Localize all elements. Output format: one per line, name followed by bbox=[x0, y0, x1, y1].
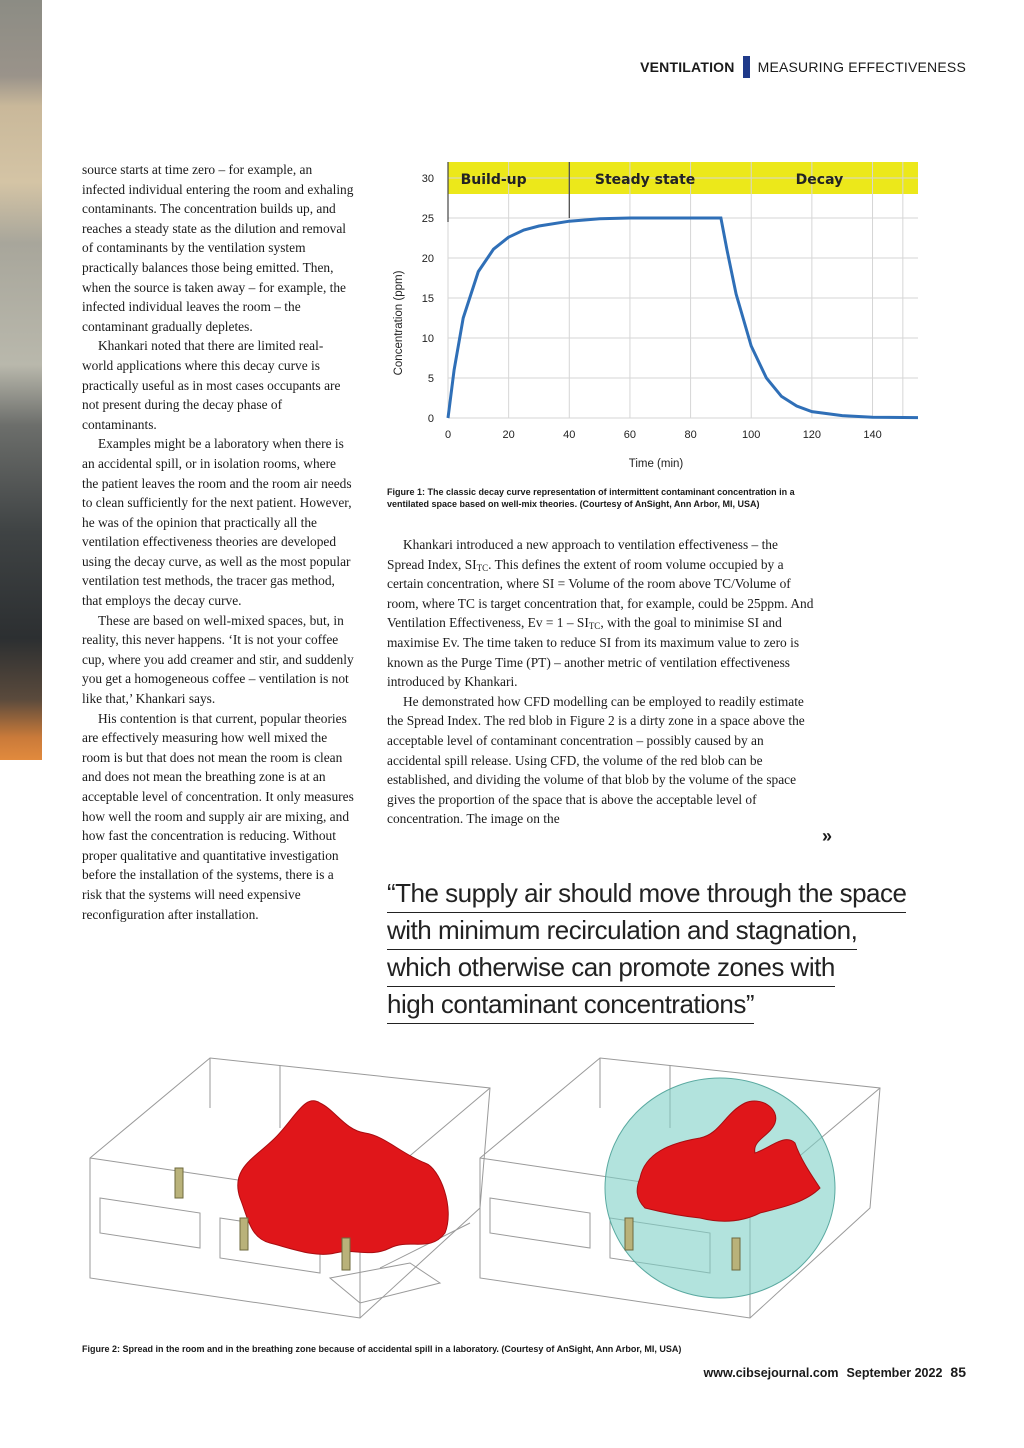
phase-label: Decay bbox=[795, 172, 844, 188]
text-run: Khankari introduced a new approach to ventilation effectiveness – the Spread Index, SI bbox=[387, 537, 778, 572]
y-tick-label: 15 bbox=[421, 293, 434, 305]
page-number: 85 bbox=[950, 1364, 966, 1380]
x-tick-label: 40 bbox=[563, 429, 576, 441]
y-tick-label: 10 bbox=[421, 333, 434, 345]
x-tick-label: 20 bbox=[502, 429, 515, 441]
paragraph: source starts at time zero – for example, an infected individual entering the room and exhaling contaminants. The concentration builds up, and reaches a steady state as the dilution and removal of contaminants by the ventilation system practically balances those being emitted. Then, when the source is taken away – for example, the infected individual leaves the room – the contaminant gradually depletes. bbox=[82, 162, 354, 334]
pull-quote-line: which otherwise can promote zones with bbox=[387, 950, 835, 987]
page-footer bbox=[704, 1364, 966, 1380]
x-tick-label: 140 bbox=[863, 429, 882, 441]
figure-2-caption: Figure 2: Spread in the room and in the breathing zone because of accidental spill in a laboratory. (Courtesy of AnSight, Ann Arbor, MI, USA) bbox=[82, 1344, 682, 1354]
text-run: . This defines the extent of room volume occupied by a certain concentration, where SI = Volume of the room above TC/Volume of room, where TC is target concentration that, for example, could be 25ppm. And Ventilation Effectiveness, Ev = 1 – SI bbox=[387, 556, 814, 631]
x-tick-label: 60 bbox=[623, 429, 637, 441]
footer-date: September 2022 bbox=[846, 1366, 943, 1380]
x-tick-label: 0 bbox=[444, 429, 452, 441]
subscript: TC bbox=[588, 621, 601, 632]
left-column bbox=[82, 160, 354, 924]
x-tick-label: 100 bbox=[742, 429, 761, 441]
y-tick-label: 0 bbox=[427, 413, 434, 425]
y-axis-label: Concentration (ppm) bbox=[393, 270, 405, 376]
pull-quote-line: with minimum recirculation and stagnation, bbox=[387, 913, 857, 950]
header-divider bbox=[743, 56, 750, 78]
decay-curve-chart bbox=[385, 155, 925, 475]
y-tick-label: 20 bbox=[421, 253, 434, 265]
paragraph: Khankari noted that there are limited real-world applications where this decay curve is practically useful as in most cases occupants are not present during the decay phase of contaminants. bbox=[82, 338, 341, 432]
paragraph: Examples might be a laboratory when there is an accidental spill, or in isolation rooms, where the patient leaves the room and the room air needs to clean sufficiently for the next patient. However, he was of the opinion that practically all the ventilation effectiveness theories are developed using the decay curve, as well as the most popular ventilation test methods, the tracer gas method, that employs the decay curve. bbox=[82, 436, 352, 609]
phase-label: Build-up bbox=[460, 172, 527, 188]
paragraph bbox=[387, 535, 817, 692]
paragraph: He demonstrated how CFD modelling can be employed to readily estimate the Spread Index. The red blob in Figure 2 is a dirty zone in a space above the acceptable level of contaminant concentration – possibly caused by an accidental spill release. Using CFD, the volume of the red blob can be established, and dividing the volume of that blob by the volume of the space gives the proportion of the space that is above the acceptable level of concentration. The image on the bbox=[387, 693, 805, 827]
phase-label: Steady state bbox=[594, 172, 696, 188]
pull-quote-line: high contaminant concentrations” bbox=[387, 987, 754, 1024]
paragraph: His contention is that current, popular theories are effectively measuring how well mixed the room is but that does not mean the room is clean and does not mean the breathing zone is at an acceptable level of concentration. It only measures how well the room and supply air are mixing, and how fast the concentration is reducing. Without proper qualitative and quantitative investigation before the installation of the systems, there is a risk that the systems will need expensive reconfiguration after installation. bbox=[82, 710, 354, 922]
y-tick-label: 5 bbox=[427, 373, 434, 385]
cfd-spread-illustration bbox=[80, 1048, 944, 1328]
facing-page-edge-image bbox=[0, 0, 42, 760]
figure-1-caption: Figure 1: The classic decay curve representation of intermittent contaminant concentration in a ventilated space based on well-mix theories. (Courtesy of AnSight, Ann Arbor, MI, USA) bbox=[387, 487, 795, 509]
pull-quote-line: “The supply air should move through the space bbox=[387, 876, 906, 913]
section-label: VENTILATION bbox=[640, 59, 735, 75]
x-tick-label: 80 bbox=[684, 429, 697, 441]
paragraph: These are based on well-mixed spaces, but, in reality, this never happens. ‘It is not your coffee cup, where you add creamer and stir, and suddenly you get a homogeneous coffee – ventilation is not like that,’ Khankari says. bbox=[82, 612, 354, 707]
continue-marker: » bbox=[822, 826, 833, 846]
footer-url: www.cibsejournal.com bbox=[703, 1366, 839, 1380]
y-tick-label: 25 bbox=[421, 213, 434, 225]
pull-quote bbox=[387, 876, 927, 1024]
running-header bbox=[640, 56, 966, 78]
x-tick-label: 120 bbox=[802, 429, 822, 441]
contaminant-blob-left bbox=[238, 1101, 449, 1255]
subsection-label: MEASURING EFFECTIVENESS bbox=[757, 59, 966, 75]
x-axis-label: Time (min) bbox=[628, 458, 684, 470]
right-column bbox=[387, 535, 817, 829]
concentration-line bbox=[448, 218, 918, 418]
text-run: , with the goal to minimise SI and maximise Ev. The time taken to reduce SI from its maximum value to zero is known as the Purge Time (PT) – another metric of ventilation effectiveness introduced by Khankari. bbox=[387, 615, 800, 690]
y-tick-label: 30 bbox=[421, 173, 434, 185]
subscript: TC bbox=[476, 562, 489, 573]
